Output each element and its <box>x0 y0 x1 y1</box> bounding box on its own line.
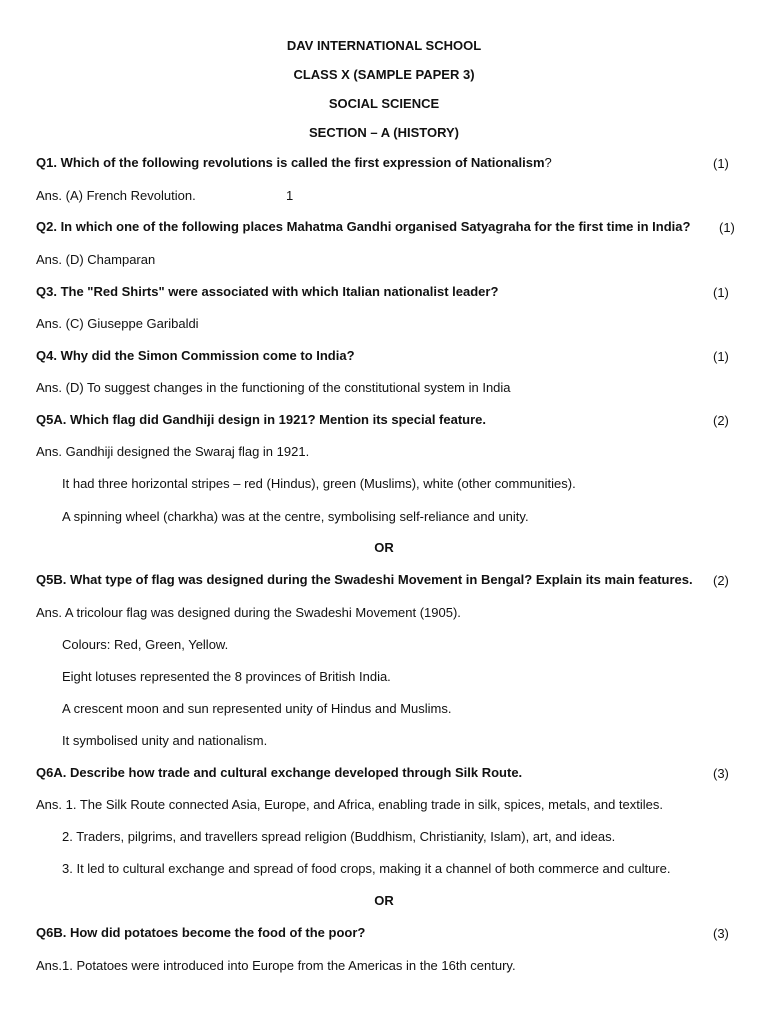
question-1-text: Q1. Which of the following revolutions is called the first expression of Nationalism <box>36 155 545 170</box>
question-5b: Q5B. What type of flag was designed during the Swadeshi Movement in Bengal? Explain its main features. <box>36 572 693 587</box>
question-1-marks: (1) <box>713 156 729 171</box>
answer-4: Ans. (D) To suggest changes in the functioning of the constitutional system in India <box>36 380 511 395</box>
question-6a-marks: (3) <box>713 766 729 781</box>
question-2: Q2. In which one of the following places Mahatma Gandhi organised Satyagraha for the first time in India? <box>36 219 691 234</box>
question-3: Q3. The "Red Shirts" were associated with which Italian nationalist leader? <box>36 284 499 299</box>
answer-6a: Ans. 1. The Silk Route connected Asia, Europe, and Africa, enabling trade in silk, spices, metals, and textiles. <box>36 797 663 812</box>
answer-5b-point: It symbolised unity and nationalism. <box>62 733 268 748</box>
class-title: CLASS X (SAMPLE PAPER 3) <box>293 67 475 82</box>
answer-5b: Ans. A tricolour flag was designed during the Swadeshi Movement (1905). <box>36 605 461 620</box>
question-6b-marks: (3) <box>713 926 729 941</box>
question-1 <box>36 155 696 170</box>
question-1-tail: ? <box>544 155 552 170</box>
answer-6a-point: 3. It led to cultural exchange and spread of food crops, making it a channel of both commerce and culture. <box>62 861 671 876</box>
question-5b-marks: (2) <box>713 573 729 588</box>
question-4-marks: (1) <box>713 349 729 364</box>
answer-5b-point: Eight lotuses represented the 8 provinces of British India. <box>62 669 391 684</box>
question-4: Q4. Why did the Simon Commission come to India? <box>36 348 355 363</box>
answer-3: Ans. (C) Giuseppe Garibaldi <box>36 316 199 331</box>
section-title: SECTION – A (HISTORY) <box>309 125 459 140</box>
answer-6b: Ans.1. Potatoes were introduced into Europe from the Americas in the 16th century. <box>36 958 516 973</box>
or-divider: OR <box>374 893 394 908</box>
answer-5b-point: A crescent moon and sun represented unity of Hindus and Muslims. <box>62 701 452 716</box>
or-divider: OR <box>374 540 394 555</box>
answer-1-note: 1 <box>286 188 294 203</box>
answer-5a-point: A spinning wheel (charkha) was at the centre, symbolising self-reliance and unity. <box>62 509 529 524</box>
question-5a-marks: (2) <box>713 413 729 428</box>
question-3-marks: (1) <box>713 285 729 300</box>
answer-6a-point: 2. Traders, pilgrims, and travellers spread religion (Buddhism, Christianity, Islam), art, and ideas. <box>62 829 616 844</box>
question-5a: Q5A. Which flag did Gandhiji design in 1921? Mention its special feature. <box>36 412 487 427</box>
subject-title: SOCIAL SCIENCE <box>328 96 440 111</box>
answer-5b-point: Colours: Red, Green, Yellow. <box>62 637 229 652</box>
school-name: DAV INTERNATIONAL SCHOOL <box>286 38 482 53</box>
question-6b: Q6B. How did potatoes become the food of the poor? <box>36 925 366 940</box>
answer-2: Ans. (D) Champaran <box>36 252 156 267</box>
answer-1: Ans. (A) French Revolution. <box>36 188 196 203</box>
question-2-marks: (1) <box>719 220 735 235</box>
answer-5a-point: It had three horizontal stripes – red (Hindus), green (Muslims), white (other communities). <box>62 476 576 491</box>
question-6a: Q6A. Describe how trade and cultural exchange developed through Silk Route. <box>36 765 523 780</box>
answer-5a: Ans. Gandhiji designed the Swaraj flag in 1921. <box>36 444 310 459</box>
